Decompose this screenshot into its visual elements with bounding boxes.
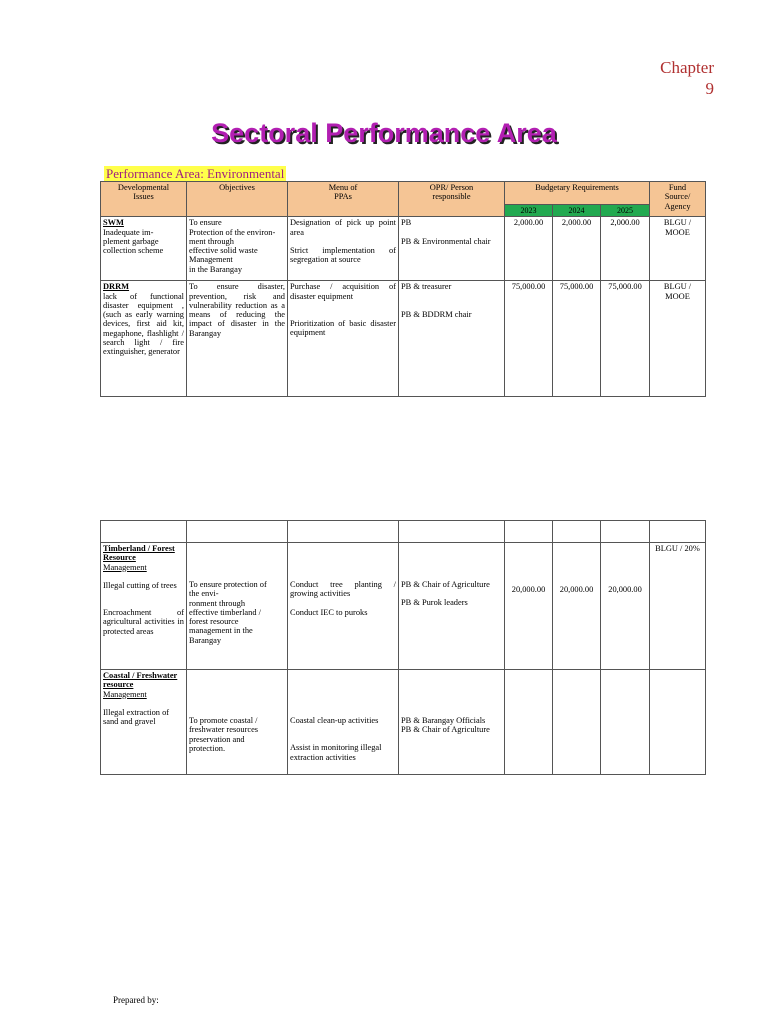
- issue-cell: Timberland / Forest Resource Management Illegal cutting of trees Encroachment of agricultural activities in protected areas: [101, 543, 187, 670]
- ppa-cell: Conduct tree planting / growing activities Conduct IEC to puroks: [288, 543, 399, 670]
- budget-2025: 20,000.00: [601, 543, 650, 670]
- performance-area-label: Performance Area: Environmental: [106, 166, 285, 181]
- table-row-coastal: [101, 670, 706, 775]
- ppa-cell: Purchase / acquisition of disaster equipment Prioritization of basic disaster equipment: [288, 281, 399, 397]
- objective-cell: To ensure Protection of the environ- ment through effective solid waste Management in the Barangay: [187, 217, 288, 281]
- budget-2024: 20,000.00: [553, 543, 601, 670]
- fund-source: BLGU / 20%: [650, 543, 706, 670]
- opr-cell: PB PB & Environmental chair: [399, 217, 505, 281]
- budget-2025: 2,000.00: [601, 217, 650, 281]
- issue-cell: SWM Inadequate im- plement garbage collection scheme: [101, 217, 187, 281]
- table-row-drrm: [101, 281, 706, 397]
- objective-cell: To ensure disaster, prevention, risk and vulnerability reduction as a means of reducing the impact of disaster in the Barangay: [187, 281, 288, 397]
- chapter-word: Chapter: [660, 58, 714, 77]
- issue-cell: Coastal / Freshwater resource Management Illegal extraction of sand and gravel: [101, 670, 187, 775]
- ppa-cell: Designation of pick up point area Strict implementation of segregation at source: [288, 217, 399, 281]
- header-issues: Developmental Issues: [101, 182, 187, 217]
- page-title: Sectoral Performance Area: [211, 118, 557, 148]
- budget-2023: 2,000.00: [505, 217, 553, 281]
- header-objectives: Objectives: [187, 182, 288, 217]
- chapter-label: [600, 57, 714, 99]
- budget-2024: 2,000.00: [553, 217, 601, 281]
- budget-2023: 20,000.00: [505, 543, 553, 670]
- year-2024: 2024: [553, 205, 601, 217]
- prepared-by-label: Prepared by:: [113, 995, 159, 1005]
- header-opr: OPR/ Person responsible: [399, 182, 505, 217]
- sector-timberland: Timberland / Forest Resource: [103, 544, 175, 563]
- opr-cell: PB & Barangay Officials PB & Chair of Agriculture: [399, 670, 505, 775]
- budget-2023: 75,000.00: [505, 281, 553, 397]
- objective-cell: To ensure protection of the envi- ronment through effective timberland / forest resource management in the Barangay: [187, 543, 288, 670]
- issue-cell: DRRM lack of functional disaster equipment , (such as early warning devices, first aid kit, megaphone, flashlight / search light / fire extinguisher, generator: [101, 281, 187, 397]
- objective-cell: To promote coastal / freshwater resources preservation and protection.: [187, 670, 288, 775]
- fund-source: BLGU / MOOE: [650, 281, 706, 397]
- chapter-number: 9: [705, 79, 714, 98]
- table-row-swm: [101, 217, 706, 281]
- opr-cell: PB & Chair of Agriculture PB & Purok leaders: [399, 543, 505, 670]
- budget-2024: 75,000.00: [553, 281, 601, 397]
- opr-cell: PB & treasurer PB & BDDRM chair: [399, 281, 505, 397]
- fund-source: BLGU / MOOE: [650, 217, 706, 281]
- sector-swm: SWM: [103, 218, 124, 228]
- sector-drrm: DRRM: [103, 282, 130, 292]
- header-fund: Fund Source/ Agency: [650, 182, 706, 217]
- table-row-timberland: [101, 543, 706, 670]
- header-ppas: Menu of PPAs: [288, 182, 399, 217]
- sector-coastal: Coastal / Freshwater resource: [103, 671, 178, 690]
- empty-header-row: [101, 521, 706, 543]
- year-2023: 2023: [505, 205, 553, 217]
- year-2025: 2025: [601, 205, 650, 217]
- header-budget: Budgetary Requirements: [505, 182, 650, 205]
- budget-2025: 75,000.00: [601, 281, 650, 397]
- performance-table-environmental: [100, 181, 706, 397]
- performance-table-natural-resources: [100, 520, 706, 775]
- table-header-row: [101, 182, 706, 205]
- ppa-cell: Coastal clean-up activities Assist in monitoring illegal extraction activities: [288, 670, 399, 775]
